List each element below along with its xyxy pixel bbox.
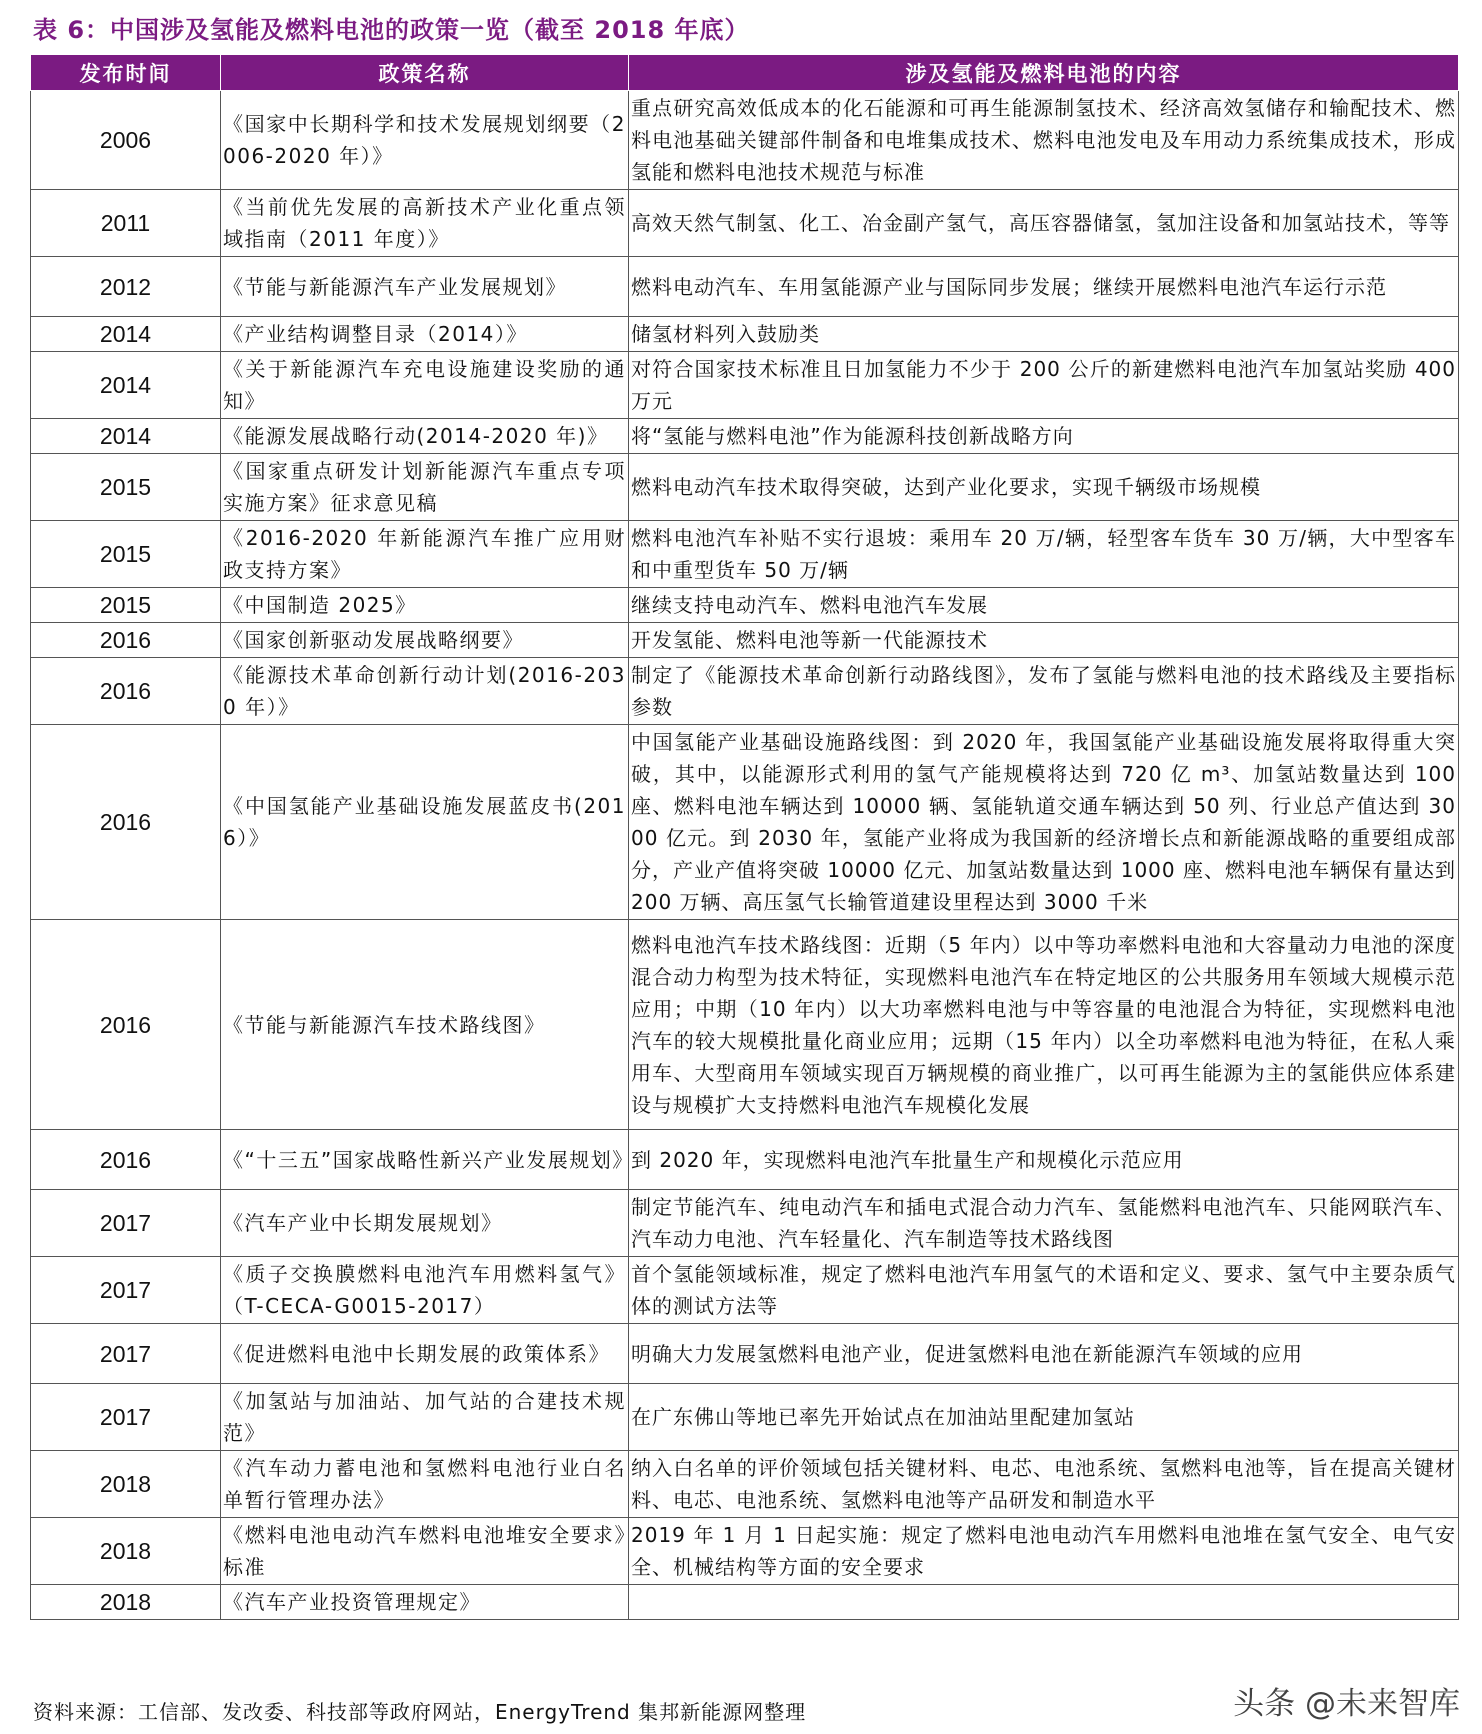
header-row <box>31 55 1459 91</box>
row-year: 2006 <box>31 91 221 190</box>
row-year: 2016 <box>31 1130 221 1190</box>
row-content: 继续支持电动汽车、燃料电池汽车发展 <box>629 588 1459 623</box>
table-row <box>31 190 1459 257</box>
row-year: 2016 <box>31 623 221 658</box>
table-row <box>31 1324 1459 1384</box>
row-content: 燃料电池汽车补贴不实行退坡：乘用车 20 万/辆，轻型客车货车 30 万/辆，大中型客车和中重型货车 50 万/辆 <box>629 521 1459 588</box>
row-policy-name: 《关于新能源汽车充电设施建设奖励的通知》 <box>221 352 629 419</box>
table-row <box>31 1257 1459 1324</box>
row-content: 对符合国家技术标准且日加氢能力不少于 200 公斤的新建燃料电池汽车加氢站奖励 400 万元 <box>629 352 1459 419</box>
row-policy-name: 《中国制造 2025》 <box>221 588 629 623</box>
row-content: 2019 年 1 月 1 日起实施：规定了燃料电池电动汽车用燃料电池堆在氢气安全、电气安全、机械结构等方面的安全要求 <box>629 1518 1459 1585</box>
table-row <box>31 352 1459 419</box>
row-policy-name: 《质子交换膜燃料电池汽车用燃料氢气》（T-CECA-G0015-2017） <box>221 1257 629 1324</box>
row-year: 2015 <box>31 454 221 521</box>
table-body <box>31 91 1459 1620</box>
table-title: 表 6：中国涉及氢能及燃料电池的政策一览（截至 2018 年底） <box>33 16 750 44</box>
row-year: 2018 <box>31 1518 221 1585</box>
row-content: 纳入白名单的评价领域包括关键材料、电芯、电池系统、氢燃料电池等，旨在提高关键材料、电芯、电池系统、氢燃料电池等产品研发和制造水平 <box>629 1451 1459 1518</box>
row-year: 2016 <box>31 920 221 1130</box>
table-row <box>31 725 1459 920</box>
row-content: 在广东佛山等地已率先开始试点在加油站里配建加氢站 <box>629 1384 1459 1451</box>
header-year: 发布时间 <box>31 55 221 91</box>
table-row <box>31 588 1459 623</box>
row-policy-name: 《能源技术革命创新行动计划(2016-2030 年）》 <box>221 658 629 725</box>
row-content: 制定了《能源技术革命创新行动路线图》，发布了氢能与燃料电池的技术路线及主要指标参数 <box>629 658 1459 725</box>
row-policy-name: 《节能与新能源汽车技术路线图》 <box>221 920 629 1130</box>
row-policy-name: 《国家中长期科学和技术发展规划纲要（2006-2020 年）》 <box>221 91 629 190</box>
row-content: 将“氢能与燃料电池”作为能源科技创新战略方向 <box>629 419 1459 454</box>
table-row <box>31 658 1459 725</box>
row-year: 2014 <box>31 317 221 352</box>
row-content: 燃料电动汽车、车用氢能源产业与国际同步发展；继续开展燃料电池汽车运行示范 <box>629 257 1459 317</box>
row-content: 中国氢能产业基础设施路线图：到 2020 年，我国氢能产业基础设施发展将取得重大突破，其中，以能源形式利用的氢气产能规模将达到 720 亿 m³、加氢站数量达到 100 座、燃料电池车辆达到 10000 辆、氢能轨道交通车辆达到 50 列、行业总产值达到 3000 亿元。到 2030 年，氢能产业将成为我国新的经济增长点和新能源战略的重要组成部分，产业产值将突破 10000 亿元、加氢站数量达到 1000 座、燃料电池车辆保有量达到 200 万辆、高压氢气长输管道建设里程达到 3000 千米 <box>629 725 1459 920</box>
table-row <box>31 1518 1459 1585</box>
watermark: 头条 @未来智库 <box>1233 1686 1460 1722</box>
row-content: 制定节能汽车、纯电动汽车和插电式混合动力汽车、氢能燃料电池汽车、只能网联汽车、汽车动力电池、汽车轻量化、汽车制造等技术路线图 <box>629 1190 1459 1257</box>
table-row <box>31 257 1459 317</box>
row-year: 2015 <box>31 521 221 588</box>
table-row <box>31 454 1459 521</box>
table-row <box>31 1190 1459 1257</box>
row-policy-name: 《加氢站与加油站、加气站的合建技术规范》 <box>221 1384 629 1451</box>
row-content: 首个氢能领域标准，规定了燃料电池汽车用氢气的术语和定义、要求、氢气中主要杂质气体的测试方法等 <box>629 1257 1459 1324</box>
table-row <box>31 623 1459 658</box>
row-policy-name: 《“十三五”国家战略性新兴产业发展规划》 <box>221 1130 629 1190</box>
row-year: 2012 <box>31 257 221 317</box>
row-year: 2014 <box>31 352 221 419</box>
row-content: 燃料电动汽车技术取得突破，达到产业化要求，实现千辆级市场规模 <box>629 454 1459 521</box>
row-policy-name: 《促进燃料电池中长期发展的政策体系》 <box>221 1324 629 1384</box>
row-year: 2017 <box>31 1190 221 1257</box>
header-content: 涉及氢能及燃料电池的内容 <box>629 55 1459 91</box>
row-content: 重点研究高效低成本的化石能源和可再生能源制氢技术、经济高效氢储存和输配技术、燃料电池基础关键部件制备和电堆集成技术、燃料电池发电及车用动力系统集成技术，形成氢能和燃料电池技术规范与标准 <box>629 91 1459 190</box>
row-year: 2014 <box>31 419 221 454</box>
table-row <box>31 521 1459 588</box>
row-policy-name: 《汽车动力蓄电池和氢燃料电池行业白名单暂行管理办法》 <box>221 1451 629 1518</box>
table-row <box>31 1384 1459 1451</box>
row-content: 燃料电池汽车技术路线图：近期（5 年内）以中等功率燃料电池和大容量动力电池的深度混合动力构型为技术特征，实现燃料电池汽车在特定地区的公共服务用车领域大规模示范应用；中期（10 年内）以大功率燃料电池与中等容量的电池混合为特征，实现燃料电池汽车的较大规模批量化商业应用；远期（15 年内）以全功率燃料电池为特征，在私人乘用车、大型商用车领域实现百万辆规模的商业推广，以可再生能源为主的氢能供应体系建设与规模扩大支持燃料电池汽车规模化发展 <box>629 920 1459 1130</box>
row-policy-name: 《中国氢能产业基础设施发展蓝皮书(2016）》 <box>221 725 629 920</box>
table-row <box>31 1451 1459 1518</box>
row-year: 2017 <box>31 1257 221 1324</box>
row-year: 2016 <box>31 658 221 725</box>
row-content: 储氢材料列入鼓励类 <box>629 317 1459 352</box>
table-row <box>31 1585 1459 1620</box>
table-row <box>31 91 1459 190</box>
header-name: 政策名称 <box>221 55 629 91</box>
row-year: 2017 <box>31 1384 221 1451</box>
row-policy-name: 《国家重点研发计划新能源汽车重点专项实施方案》征求意见稿 <box>221 454 629 521</box>
row-policy-name: 《节能与新能源汽车产业发展规划》 <box>221 257 629 317</box>
row-content: 高效天然气制氢、化工、冶金副产氢气，高压容器储氢，氢加注设备和加氢站技术，等等 <box>629 190 1459 257</box>
row-content <box>629 1585 1459 1620</box>
row-policy-name: 《国家创新驱动发展战略纲要》 <box>221 623 629 658</box>
table-row <box>31 920 1459 1130</box>
row-content: 明确大力发展氢燃料电池产业，促进氢燃料电池在新能源汽车领域的应用 <box>629 1324 1459 1384</box>
row-year: 2011 <box>31 190 221 257</box>
row-policy-name: 《当前优先发展的高新技术产业化重点领域指南（2011 年度）》 <box>221 190 629 257</box>
row-policy-name: 《汽车产业中长期发展规划》 <box>221 1190 629 1257</box>
row-year: 2016 <box>31 725 221 920</box>
row-policy-name: 《能源发展战略行动(2014-2020 年)》 <box>221 419 629 454</box>
table-row <box>31 317 1459 352</box>
policy-table <box>30 54 1459 1620</box>
row-year: 2017 <box>31 1324 221 1384</box>
row-content: 开发氢能、燃料电池等新一代能源技术 <box>629 623 1459 658</box>
row-year: 2018 <box>31 1451 221 1518</box>
table-row <box>31 1130 1459 1190</box>
source-note: 资料来源：工信部、发改委、科技部等政府网站，EnergyTrend 集邦新能源网整理 <box>33 1700 807 1724</box>
row-content: 到 2020 年，实现燃料电池汽车批量生产和规模化示范应用 <box>629 1130 1459 1190</box>
row-policy-name: 《汽车产业投资管理规定》 <box>221 1585 629 1620</box>
row-policy-name: 《产业结构调整目录（2014）》 <box>221 317 629 352</box>
row-year: 2015 <box>31 588 221 623</box>
row-policy-name: 《2016-2020 年新能源汽车推广应用财政支持方案》 <box>221 521 629 588</box>
row-year: 2018 <box>31 1585 221 1620</box>
table-row <box>31 419 1459 454</box>
row-policy-name: 《燃料电池电动汽车燃料电池堆安全要求》标准 <box>221 1518 629 1585</box>
